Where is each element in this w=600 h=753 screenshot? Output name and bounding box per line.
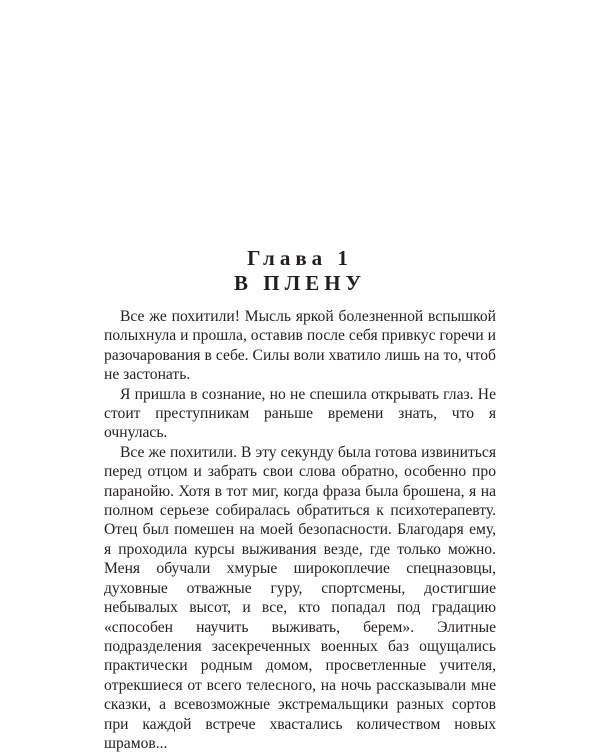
chapter-title: В ПЛЕНУ [234, 271, 366, 295]
chapter-heading [0, 246, 600, 296]
paragraph: Все же похитили. В эту секунду была готова извиниться перед отцом и забрать свои слова обратно, особенно про паранойю. Хотя в тот миг, когда фраза была брошена, я на полном серьезе собиралась обратиться к психотерапевту. Отец был помешен на моей безопасности. Благодаря ему, я проходила курсы выживания везде, где только можно. Меня обучали хмурые широкоплечие спецназовцы, духовные отважные гуру, спортсмены, достигшие небывалых высот, и все, кто попадал под градацию «способен научить выживать, берем». Элитные подразделения засекреченных военных баз ощущались практически родным домом, просветленные учителя, отрекшиеся от всего телесного, на ночь рассказывали мне сказки, а всевозможные экстремальщики разных сортов при каждой встрече хвастались количеством новых шрамов... [104, 443, 496, 752]
paragraph: Я пришла в сознание, но не спешила открывать глаз. Не стоит преступникам раньше времени знать, что я очнулась. [104, 385, 496, 442]
paragraph: Все же похитили! Мысль яркой болезненной вспышкой полыхнула и прошла, оставив после себя привкус горечи и разочарования в себе. Силы воли хватило лишь на то, чтоб не застонать. [104, 308, 496, 384]
chapter-body [104, 307, 496, 753]
chapter-number: Глава 1 [247, 246, 353, 270]
